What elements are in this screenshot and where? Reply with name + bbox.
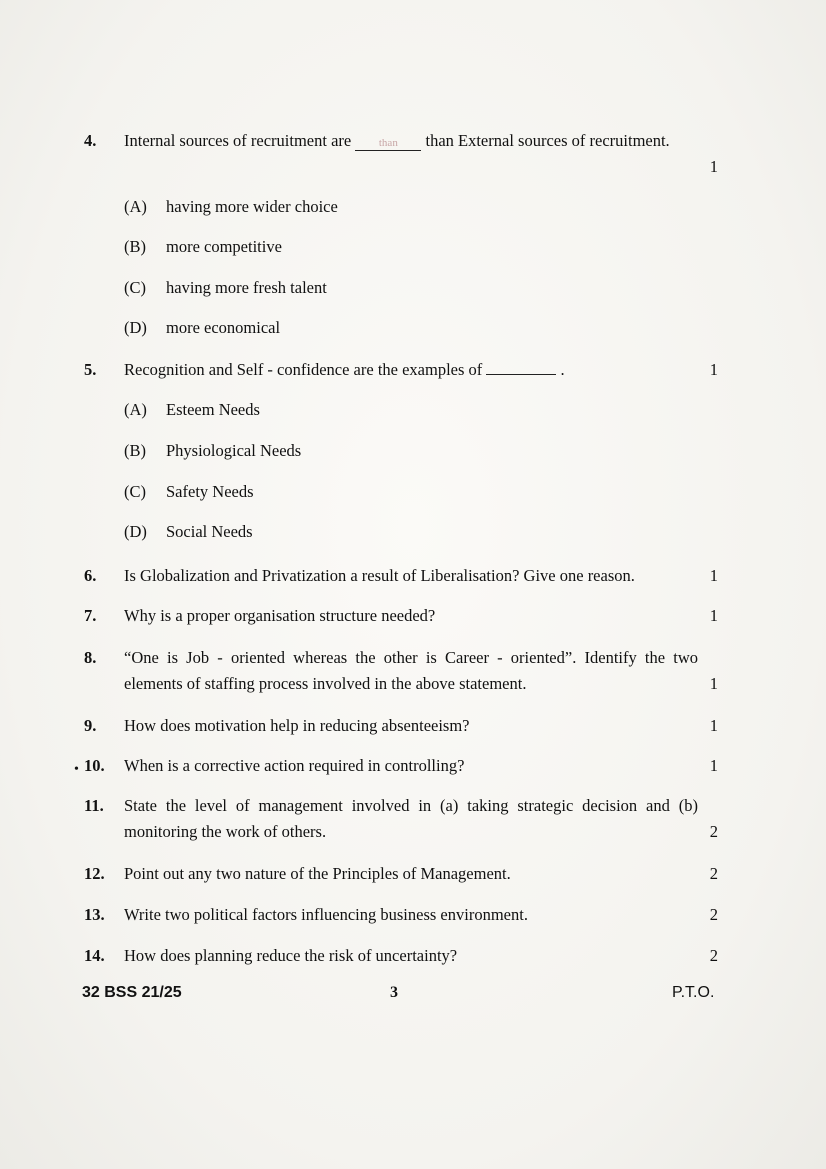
question-text: Is Globalization and Privatization a result of Liberalisation? Give one reason.: [124, 566, 635, 585]
question-number: 8.: [84, 648, 97, 667]
question-marks: 2: [709, 822, 718, 841]
question-marks: 1: [709, 360, 718, 379]
question-number: 5.: [84, 360, 97, 379]
answer-blank: [486, 360, 556, 375]
stray-mark: •: [74, 762, 79, 777]
q5-option-a: (A) Esteem Needs: [124, 400, 260, 419]
q4-option-a: (A) having more wider choice: [124, 197, 338, 216]
question-marks: 1: [709, 566, 718, 585]
q4-option-d: (D) more economical: [124, 318, 281, 337]
question-text: State the level of management involved in (a) taking strategic decision and (b) monitoring the work of others.: [124, 796, 698, 841]
answer-blank: than: [355, 136, 421, 151]
question-marks: 1: [709, 606, 718, 625]
q4-option-c: (C) having more fresh talent: [124, 278, 327, 297]
q5-option-c: (C) Safety Needs: [124, 482, 254, 501]
question-text: When is a corrective action required in controlling?: [124, 756, 465, 775]
please-turn-over: P.T.O.: [672, 984, 715, 1001]
question-text: “One is Job - oriented whereas the other is Career - oriented”. Identify the two elements of staffing process involved in the above statement.: [124, 648, 698, 693]
question-marks: 2: [709, 946, 718, 965]
question-marks: 2: [709, 905, 718, 924]
question-number: 6.: [84, 566, 97, 585]
question-number: 4.: [84, 131, 97, 150]
question-marks: 1: [709, 157, 718, 176]
question-text: Recognition and Self - confidence are the examples of .: [124, 360, 565, 379]
question-number: 10.: [84, 756, 105, 775]
q5-option-b: (B) Physiological Needs: [124, 441, 302, 460]
question-marks: 1: [709, 674, 718, 693]
question-number: 13.: [84, 905, 105, 924]
paper-code: 32 BSS 21/25: [82, 984, 182, 1001]
question-number: 7.: [84, 606, 97, 625]
question-text: Point out any two nature of the Principles of Management.: [124, 864, 511, 883]
question-marks: 2: [709, 864, 718, 883]
question-text: Why is a proper organisation structure needed?: [124, 606, 436, 625]
question-text: How does planning reduce the risk of uncertainty?: [124, 946, 458, 965]
question-text: How does motivation help in reducing absenteeism?: [124, 716, 470, 735]
question-number: 12.: [84, 864, 105, 883]
question-number: 14.: [84, 946, 105, 965]
question-number: 11.: [84, 796, 104, 815]
q5-option-d: (D) Social Needs: [124, 522, 253, 541]
q4-option-b: (B) more competitive: [124, 237, 282, 256]
question-marks: 1: [709, 756, 718, 775]
page-number: 3: [390, 984, 398, 1001]
question-number: 9.: [84, 716, 97, 735]
question-text: Write two political factors influencing business environment.: [124, 905, 528, 924]
question-text: Internal sources of recruitment are than than External sources of recruitment.: [124, 131, 670, 150]
question-marks: 1: [709, 716, 718, 735]
